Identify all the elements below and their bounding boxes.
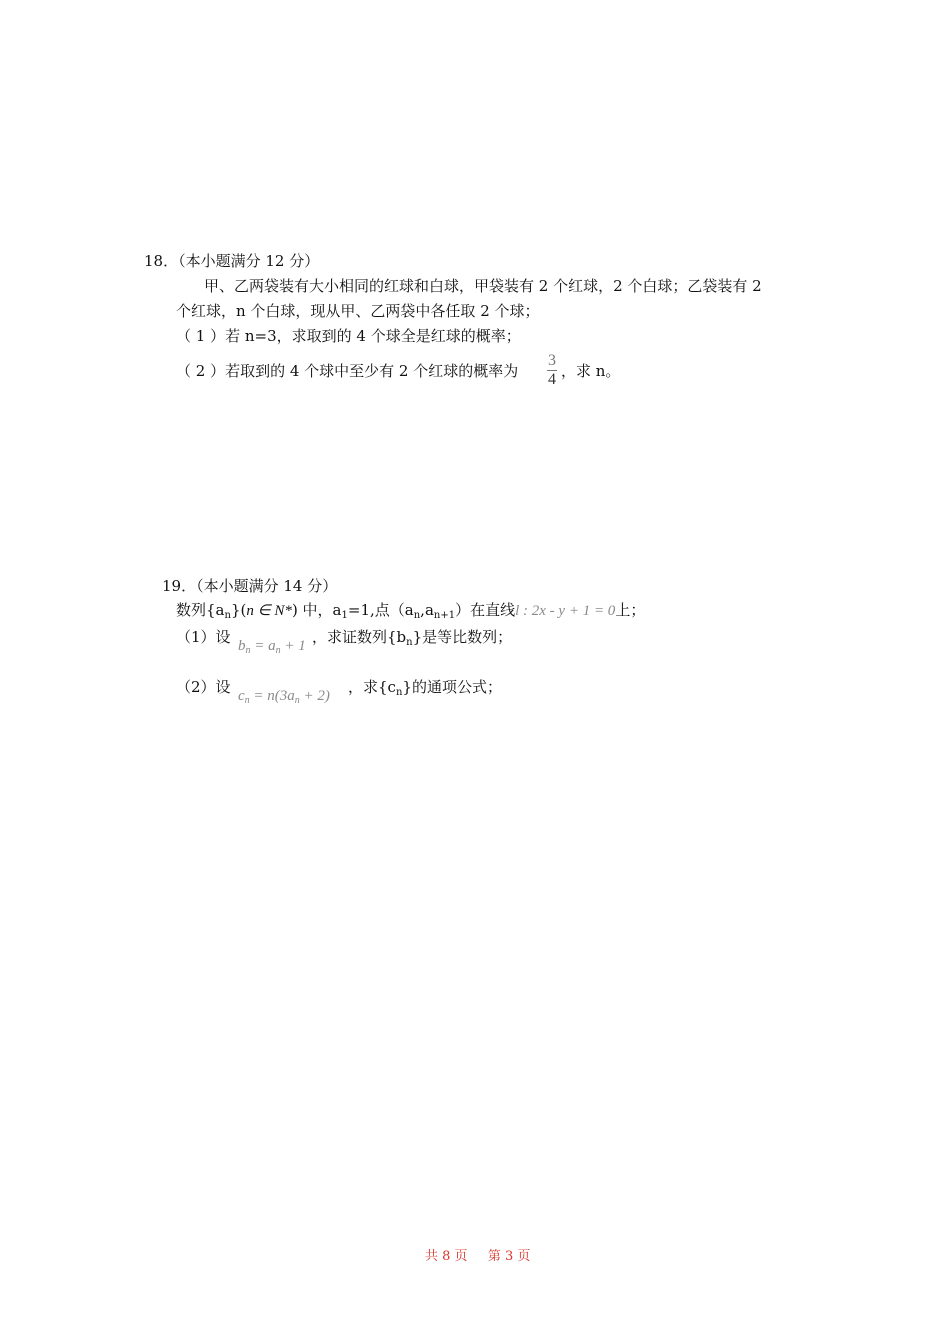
- q19-statement: [176, 600, 645, 626]
- stmt-text: ) 中，a: [291, 601, 342, 619]
- q19-heading: 19．（本小题满分 14 分）: [162, 577, 338, 595]
- subscript: n: [224, 610, 231, 621]
- fraction-numerator: 3: [548, 352, 556, 369]
- subscript: 1: [341, 610, 348, 621]
- subscript: n: [406, 637, 413, 648]
- stmt-text: }是等比数列；: [412, 628, 513, 646]
- q19-part2-suffix: [348, 677, 502, 703]
- q18-heading: 18．（本小题满分 12 分）: [144, 252, 320, 270]
- subscript: n: [245, 645, 251, 656]
- subscript: n: [244, 695, 250, 706]
- formula-text: + 2): [299, 688, 330, 704]
- subscript: n: [413, 610, 421, 621]
- q18-part2-prefix: （ 2 ）若取到的 4 个球中至少有 2 个红球的概率为: [176, 362, 519, 380]
- stmt-text: ，求证数列{b: [312, 628, 407, 646]
- set-notation: n ∈ N*: [246, 603, 292, 619]
- total-pages: 共 8 页: [425, 1249, 468, 1264]
- fraction-denominator: 4: [548, 371, 556, 388]
- page-footer: [425, 1247, 530, 1267]
- stmt-text: ）在直线: [455, 601, 516, 619]
- subscript: n: [395, 687, 403, 698]
- stmt-text: ,a: [420, 601, 434, 619]
- formula-text: b: [238, 638, 246, 654]
- line-equation: l : 2x - y + 1 = 0: [515, 603, 616, 619]
- stmt-text: 上；: [615, 601, 646, 619]
- subscript: n+1: [433, 610, 456, 621]
- stmt-text: }的通项公式；: [402, 678, 502, 696]
- formula-text: = n(3a: [249, 688, 295, 704]
- q19-part1-prefix: （1）设: [176, 628, 231, 646]
- formula-text: c: [238, 688, 245, 704]
- q19-part1-suffix: [312, 627, 512, 653]
- q18-part2-suffix: ，求 n。: [561, 362, 621, 380]
- subscript: n: [275, 645, 281, 656]
- formula-text: + 1: [280, 638, 306, 654]
- q18-part1: （ 1 ）若 n=3，求取到的 4 个球全是红球的概率；: [176, 327, 521, 345]
- stmt-text: 数列{a: [176, 601, 225, 619]
- q18-line2: 个红球，n 个白球，现从甲、乙两袋中各任取 2 个球；: [176, 302, 540, 320]
- q19-part2-formula: [238, 686, 330, 711]
- q19-part1-formula: [238, 636, 306, 661]
- formula-text: = a: [250, 638, 276, 654]
- q18-line1: 甲、乙两袋装有大小相同的红球和白球，甲袋装有 2 个红球，2 个白球；乙袋装有 2: [204, 277, 762, 295]
- stmt-text: =1,点（a: [347, 601, 414, 619]
- stmt-text: ，求{c: [348, 678, 396, 696]
- q18-fraction: [545, 352, 559, 389]
- q19-part2-prefix: （2）设: [176, 678, 231, 696]
- current-page: 第 3 页: [487, 1249, 531, 1264]
- subscript: n: [294, 695, 300, 706]
- stmt-text: }(: [230, 601, 247, 619]
